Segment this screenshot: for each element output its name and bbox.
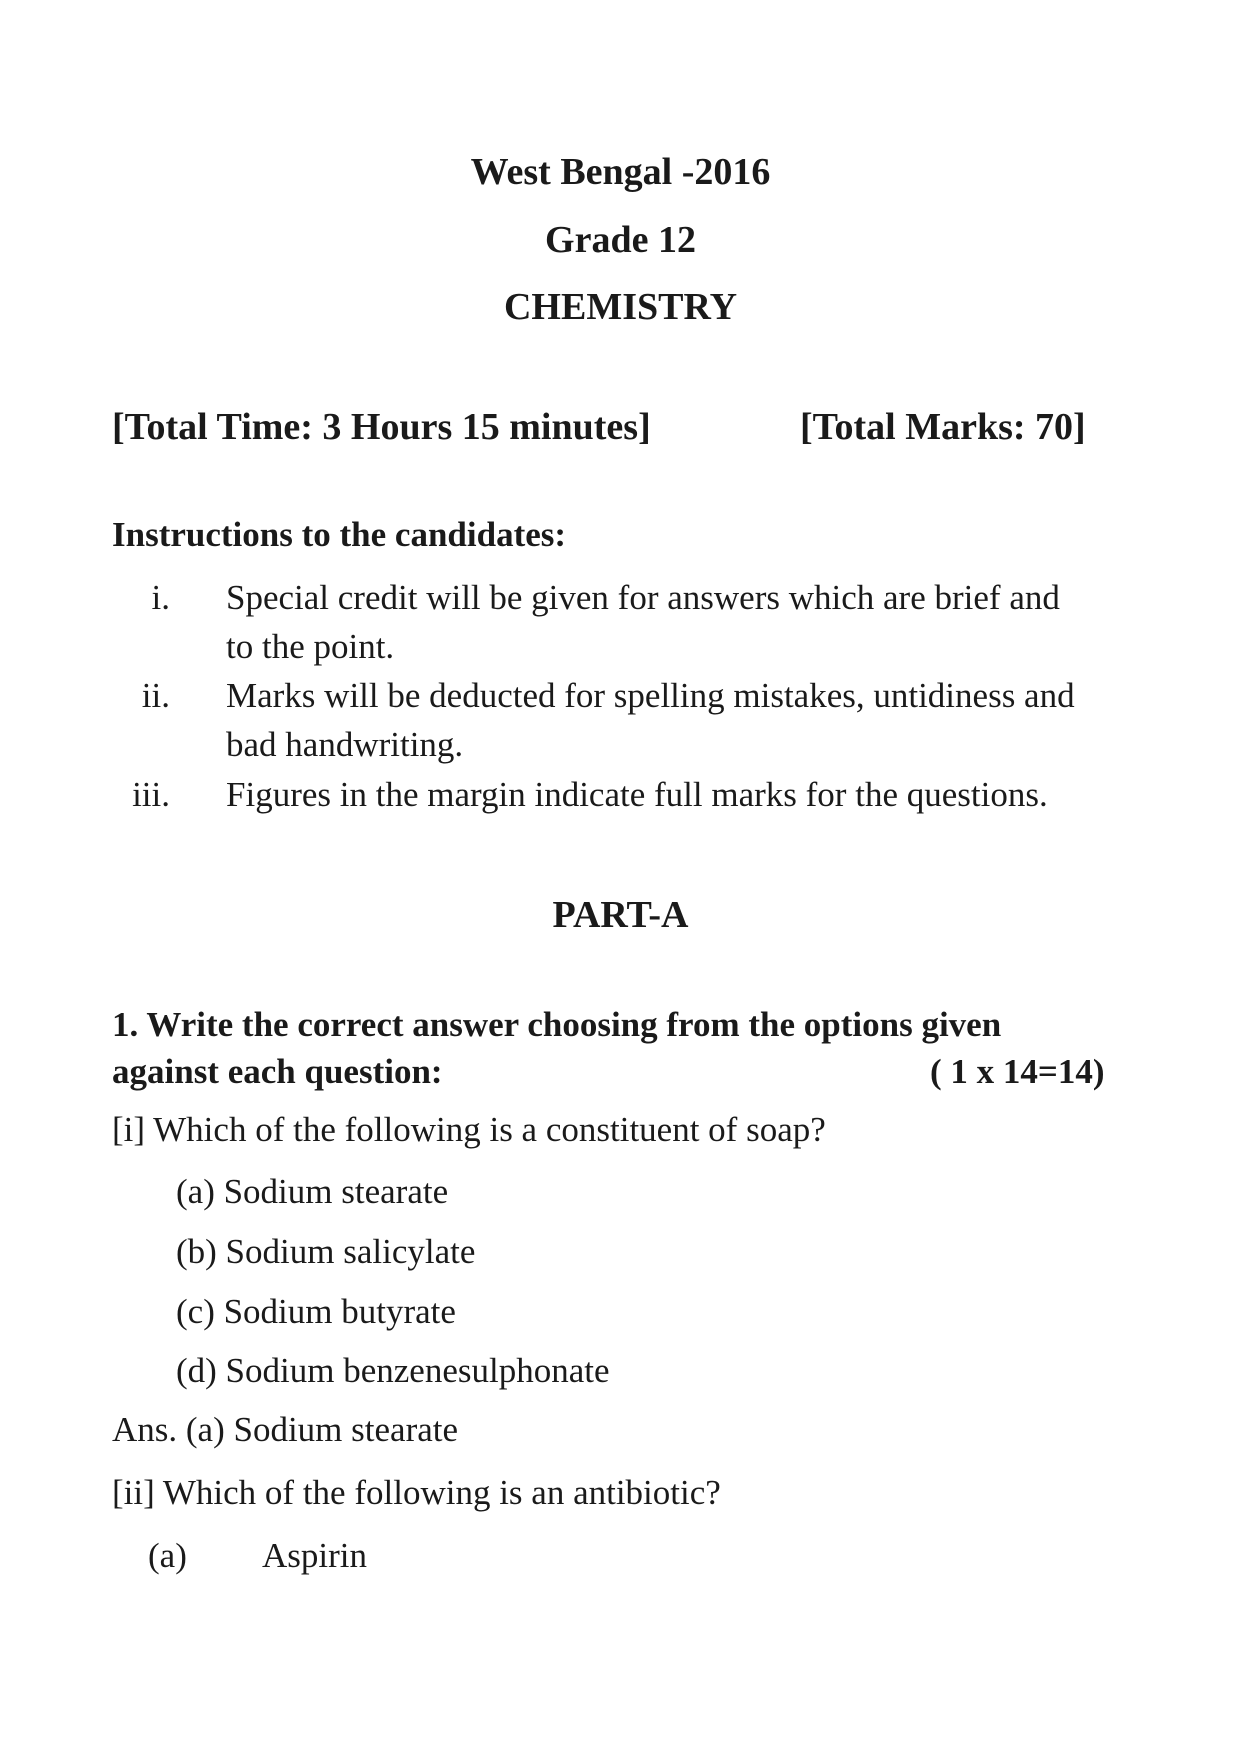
- grade-title: Grade 12: [545, 219, 696, 261]
- question-1-line1: 1. Write the correct answer choosing from the options given: [112, 1005, 1002, 1044]
- question-ii-text: [ii] Which of the following is an antibiotic?: [112, 1473, 721, 1512]
- question-i-text: [i] Which of the following is a constituent of soap?: [112, 1110, 826, 1149]
- total-marks: [Total Marks: 70]: [800, 406, 1086, 448]
- instruction-text-cont: bad handwriting.: [226, 725, 464, 764]
- option-a-label: (a): [148, 1536, 187, 1575]
- instructions-heading: Instructions to the candidates:: [112, 515, 567, 554]
- instruction-number: ii.: [141, 676, 170, 715]
- instruction-text-cont: to the point.: [226, 627, 395, 666]
- question-i-answer: Ans. (a) Sodium stearate: [112, 1410, 459, 1449]
- part-title: PART-A: [552, 894, 689, 936]
- instruction-number: iii.: [132, 775, 170, 814]
- instruction-number: i.: [151, 578, 170, 617]
- question-1-marks: ( 1 x 14=14): [930, 1052, 1105, 1091]
- option-a-text: Aspirin: [262, 1536, 367, 1575]
- question-1-line2: against each question:: [112, 1052, 443, 1091]
- instruction-text: Figures in the margin indicate full marks for the questions.: [226, 775, 1048, 814]
- instruction-text: Marks will be deducted for spelling mistakes, untidiness and: [226, 676, 1075, 715]
- option-c: (c) Sodium butyrate: [176, 1292, 456, 1331]
- option-b: (b) Sodium salicylate: [176, 1232, 476, 1271]
- option-a: (a) Sodium stearate: [176, 1172, 449, 1211]
- subject-title: CHEMISTRY: [503, 286, 738, 328]
- exam-board-title: West Bengal -2016: [470, 151, 771, 193]
- total-time: [Total Time: 3 Hours 15 minutes]: [112, 406, 651, 448]
- instruction-text: Special credit will be given for answers which are brief and: [226, 578, 1060, 617]
- option-d: (d) Sodium benzenesulphonate: [176, 1351, 610, 1390]
